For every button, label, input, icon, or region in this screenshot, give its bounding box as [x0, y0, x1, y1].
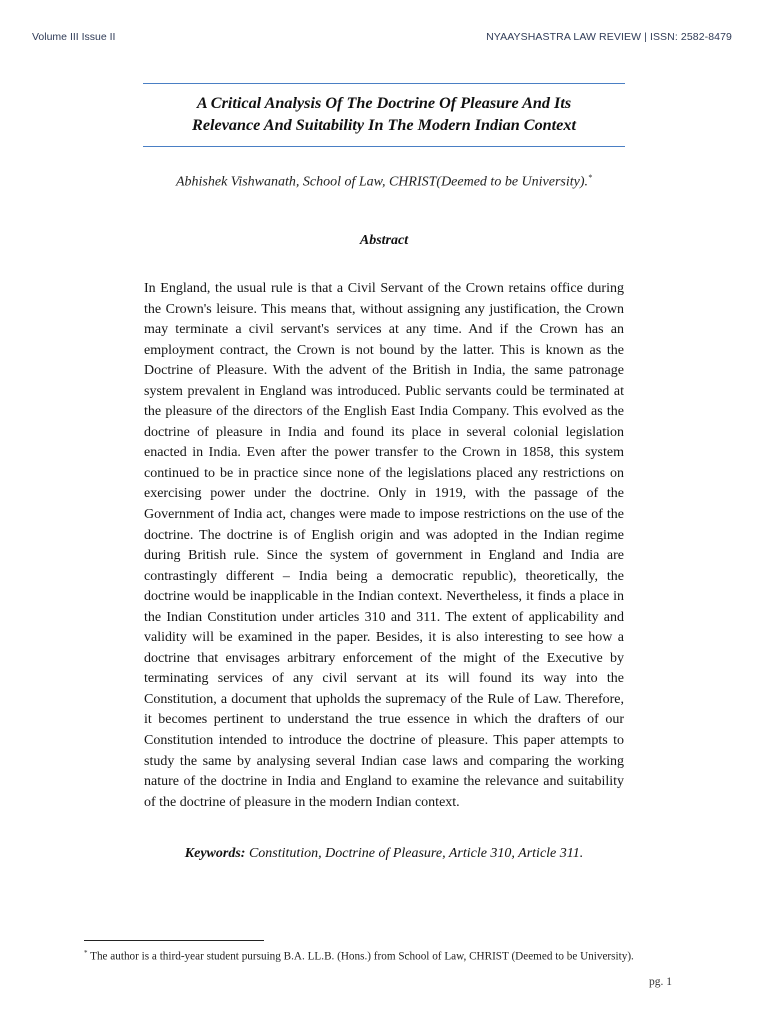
- abstract-text: In England, the usual rule is that a Civil Servant of the Crown retains office during the Crown's leisure. This means that, without assigning any justification, the Crown may terminate a civil servant's services at any time. And if the Crown has an employment contract, the Crown is not bound by the latter. This is known as the Doctrine of Pleasure. With the advent of the British in India, the same patronage system prevalent in England was introduced. Public servants could be terminated at the pleasure of the directors of the English East India Company. This evolved as the doctrine of pleasure in India and found its place in several colonial legislation enacted in India. Even after the power transfer to the Crown in 1858, this system continued to be in practice since none of the legislations placed any restrictions on exercising power under the doctrine. Only in 1919, with the passage of the Government of India act, changes were made to impose restrictions on the use of the doctrine. The doctrine is of English origin and was adopted in the Indian regime during British rule. Since the system of government in England and India are contrastingly different – India being a democratic republic), theoretically, the doctrine would be inapplicable in the Indian context. Nevertheless, it finds a place in the Indian Constitution under articles 310 and 311. The extent of applicability and validity will be examined in the paper. Besides, it is also interesting to see how a doctrine that envisages arbitrary enforcement of the might of the Executive by terminating services of any civil servant at its will found its way into the Constitution, a document that upholds the supremacy of the Rule of Law. Therefore, it becomes pertinent to understand the true essence in which the drafters of our Constitution intended to introduce the doctrine of pleasure. This paper attempts to study the same by analysing several Indian case laws and comparing the working nature of the doctrine in India and England to examine the relevance and suitability of the doctrine of pleasure in the modern Indian context.: [144, 281, 624, 810]
- abstract-heading: Abstract: [359, 233, 409, 248]
- author-name: Abhishek Vishwanath, School of Law, CHRIST(Deemed to be University).: [175, 174, 589, 190]
- title-top-rule: [143, 83, 625, 84]
- keywords-line: [143, 846, 625, 862]
- title-line-1: A Critical Analysis Of The Doctrine Of Pleasure And Its: [196, 94, 572, 112]
- paper-title: [143, 92, 625, 136]
- page-number: pg. 1: [649, 976, 672, 988]
- footnote-separator: [84, 940, 264, 941]
- author-line: [143, 173, 625, 191]
- title-bottom-rule: [143, 146, 625, 147]
- footnote: [84, 946, 644, 965]
- footnote-marker: *: [84, 949, 88, 957]
- journal-issn-label: NYAAYSHASTRA LAW REVIEW | ISSN: 2582-8479: [486, 31, 732, 43]
- volume-issue-label: Volume III Issue II: [32, 31, 116, 43]
- keywords-list: Constitution, Doctrine of Pleasure, Article 310, Article 311.: [248, 846, 584, 861]
- title-line-2: Relevance And Suitability In The Modern Indian Context: [192, 116, 576, 134]
- author-footnote-marker[interactable]: *: [588, 173, 593, 182]
- footnote-text: The author is a third-year student pursuing B.A. LL.B. (Hons.) from School of Law, CHRIST (Deemed to be University).: [90, 950, 634, 963]
- keywords-label: Keywords:: [184, 846, 246, 861]
